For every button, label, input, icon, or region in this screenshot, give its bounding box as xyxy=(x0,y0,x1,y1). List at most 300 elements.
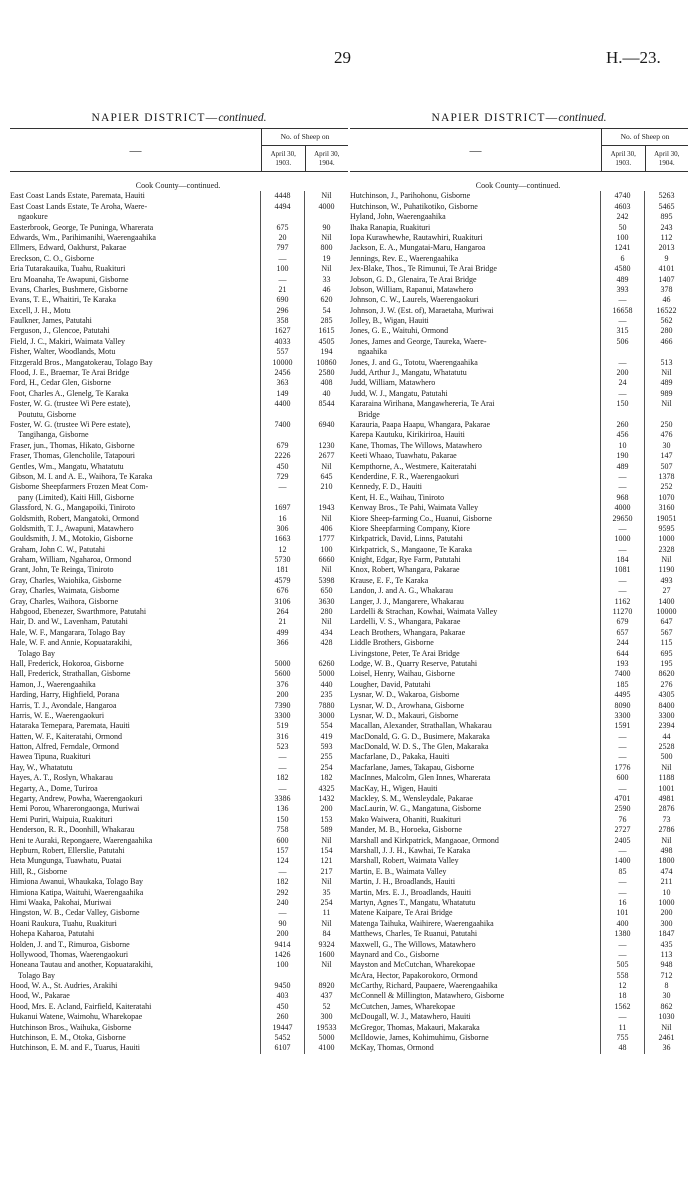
year-1904-header: April 30, 1904. xyxy=(305,146,349,171)
sheep-1903: 1627 xyxy=(260,326,304,336)
sheep-1903: 260 xyxy=(260,1012,304,1022)
table-row xyxy=(10,493,348,503)
sheep-1904: 4100 xyxy=(304,1043,348,1053)
owner-name: Johnson, J. W. (Est. of), Maraetaha, Muriwai xyxy=(350,305,494,315)
table-row xyxy=(350,430,688,440)
table-row xyxy=(350,607,688,617)
owner-name: Karauria, Paapa Haapu, Whangara, Pakarae xyxy=(350,419,490,429)
sheep-1903: 306 xyxy=(260,524,304,534)
sheep-1904: 255 xyxy=(304,752,348,762)
owner-name: MacDonald, G. G. D., Busimere, Makaraka xyxy=(350,731,490,741)
sheep-1904: 589 xyxy=(304,825,348,835)
sheep-1904: 493 xyxy=(644,576,688,586)
owner-name: Matene Kaipare, Te Arai Bridge xyxy=(350,908,453,918)
owner-name: Langer, J. J., Mangarere, Whakarau xyxy=(350,596,464,606)
table-row xyxy=(350,223,688,233)
table-row xyxy=(350,212,688,222)
owner-name: Macallan, Alexander, Strathallan, Whakarau xyxy=(350,721,492,731)
table-row xyxy=(350,773,688,783)
owner-name: Hutchinson, E. M., Otoka, Gisborne xyxy=(10,1033,126,1043)
table-row xyxy=(350,420,688,430)
sheep-1903: 4603 xyxy=(600,202,644,212)
sheep-1904: 4305 xyxy=(644,690,688,700)
owner-name: Judd, W. J., Mangatu, Patutahi xyxy=(350,388,448,398)
table-row xyxy=(350,326,688,336)
owner-name: Martin, Mrs. E. J., Broadlands, Hauiti xyxy=(350,887,472,897)
table-row xyxy=(350,617,688,627)
owner-name: Gray, Charles, Waimata, Gisborne xyxy=(10,586,120,596)
sheep-1903: 16 xyxy=(260,514,304,524)
table-row xyxy=(350,732,688,742)
owner-name: McDougall, W. J., Matawhero, Hauiti xyxy=(350,1012,471,1022)
owner-name: Hamon, J., Waerengaahika xyxy=(10,679,96,689)
owner-name: Heta Mungunga, Tuawhatu, Puatai xyxy=(10,856,122,866)
sheep-1904: 620 xyxy=(304,295,348,305)
sheep-1903: 264 xyxy=(260,607,304,617)
table-row xyxy=(350,1002,688,1012)
sheep-1904: Nil xyxy=(304,919,348,929)
sheep-1904 xyxy=(304,212,348,222)
sheep-1903: — xyxy=(600,576,644,586)
owner-name: Lodge, W. B., Quarry Reserve, Patutahi xyxy=(350,658,478,668)
sheep-1904: 211 xyxy=(644,877,688,887)
sheep-1903: — xyxy=(260,763,304,773)
owner-name: MacLaurin, W. G., Mangatuna, Gisborne xyxy=(350,804,482,814)
sheep-1904: 46 xyxy=(304,285,348,295)
sheep-1903 xyxy=(260,430,304,440)
table-row xyxy=(350,410,688,420)
sheep-1903: 193 xyxy=(600,659,644,669)
table-row xyxy=(350,825,688,835)
owner-name: Hingston, W. B., Cedar Valley, Gisborne xyxy=(10,908,140,918)
sheep-1904: 254 xyxy=(304,898,348,908)
sheep-1904: 593 xyxy=(304,742,348,752)
table-row xyxy=(10,430,348,440)
sheep-1903: 456 xyxy=(600,430,644,440)
year-1903-header: April 30, 1903. xyxy=(610,150,636,167)
sheep-1903: 506 xyxy=(600,337,644,347)
owner-name: Foster, W. G. (trustee Wi Pere estate), xyxy=(10,419,131,429)
owner-name: Martin, E. B., Waimata Valley xyxy=(350,866,447,876)
table-row xyxy=(350,898,688,908)
owner-name: Hay, W., Whatatutu xyxy=(10,762,73,772)
table-row xyxy=(350,763,688,773)
table-row xyxy=(350,472,688,482)
owner-name: MacDonald, W. D. S., The Glen, Makaraka xyxy=(350,742,489,752)
owner-name: Goldsmith, Robert, Mangatoki, Ormond xyxy=(10,513,139,523)
table-row xyxy=(10,607,348,617)
sheep-1904: 4000 xyxy=(304,202,348,212)
table-row xyxy=(350,389,688,399)
table-row xyxy=(350,358,688,368)
table-row xyxy=(10,306,348,316)
owner-name: East Coast Lands Estate, Te Aroha, Waere- xyxy=(10,201,148,211)
table-row xyxy=(10,815,348,825)
sheep-1904: 554 xyxy=(304,721,348,731)
table-row xyxy=(350,836,688,846)
sheep-1904: 27 xyxy=(644,586,688,596)
table-row xyxy=(10,316,348,326)
sheep-1903: 182 xyxy=(260,877,304,887)
sheep-1904 xyxy=(304,971,348,981)
owner-name: Harris, W. E., Waerengaokuri xyxy=(10,710,105,720)
sheep-1904: Nil xyxy=(644,399,688,409)
owner-name: Evans, Charles, Bushmere, Gisborne xyxy=(10,284,128,294)
sheep-1904 xyxy=(304,410,348,420)
sheep-1904: 243 xyxy=(644,223,688,233)
sheep-1903: — xyxy=(600,732,644,742)
sheep-1904: Nil xyxy=(644,1023,688,1033)
sheep-1904: 280 xyxy=(644,326,688,336)
sheep-1903: 676 xyxy=(260,586,304,596)
sheep-1903: 797 xyxy=(260,243,304,253)
owner-name: Edwards, Wm., Parihimanihi, Waerengaahika xyxy=(10,232,156,242)
sheep-1903: 21 xyxy=(260,285,304,295)
sheep-1903: 100 xyxy=(600,233,644,243)
owner-name: Macfarlane, D., Pakaka, Hauiti xyxy=(350,752,450,762)
table-row xyxy=(350,991,688,1001)
sheep-1903: 376 xyxy=(260,680,304,690)
table-row xyxy=(350,462,688,472)
owner-name: Hair, D. and W., Lavenham, Patutahi xyxy=(10,617,128,627)
table-row xyxy=(10,752,348,762)
owner-name: Kararaina Wirihana, Mangawhereria, Te Arai xyxy=(350,399,495,409)
sheep-1903: 136 xyxy=(260,804,304,814)
sheep-1904: 2013 xyxy=(644,243,688,253)
sheep-1904: 895 xyxy=(644,212,688,222)
sheep-1903: — xyxy=(600,752,644,762)
sheep-1904: 1943 xyxy=(304,503,348,513)
owner-name: Kane, Thomas, The Willows, Matawhero xyxy=(350,440,482,450)
table-row xyxy=(10,711,348,721)
sheep-1904: Nil xyxy=(304,191,348,201)
name-column-header: — xyxy=(469,143,482,157)
owner-name: McConnell & Millington, Matawhero, Gisborne xyxy=(350,991,505,1001)
table-row xyxy=(350,378,688,388)
sheep-1903: — xyxy=(600,472,644,482)
sheep-1904: 1001 xyxy=(644,784,688,794)
sheep-1903: 4000 xyxy=(600,503,644,513)
sheep-1903: 489 xyxy=(600,462,644,472)
sheep-1903 xyxy=(260,212,304,222)
table-row xyxy=(10,441,348,451)
owner-name: Grant, John, Te Reinga, Tiniroto xyxy=(10,565,114,575)
table-row xyxy=(10,680,348,690)
sheep-1904: 498 xyxy=(644,846,688,856)
table-row xyxy=(10,836,348,846)
sheep-1904: 507 xyxy=(644,462,688,472)
county-heading: Cook County—continued. xyxy=(135,181,221,190)
sheep-1904: 5465 xyxy=(644,202,688,212)
sheep-1903: 1591 xyxy=(600,721,644,731)
sheep-1904: 476 xyxy=(644,430,688,440)
owner-name: Easterbrook, George, Te Puninga, Wharerata xyxy=(10,222,154,232)
sheep-1904: 7880 xyxy=(304,701,348,711)
sheep-1904: 428 xyxy=(304,638,348,648)
sheep-1904: 2394 xyxy=(644,721,688,731)
sheep-1903: — xyxy=(600,784,644,794)
table-row xyxy=(350,534,688,544)
page-number: 29 xyxy=(334,48,351,67)
table-row xyxy=(10,846,348,856)
sheep-header-label: No. of Sheep on xyxy=(262,129,348,146)
table-row xyxy=(350,399,688,409)
sheep-1903 xyxy=(600,410,644,420)
table-row xyxy=(350,888,688,898)
sheep-1903: 557 xyxy=(260,347,304,357)
sheep-1904: 182 xyxy=(304,773,348,783)
sheep-1903: — xyxy=(600,545,644,555)
owner-name: Evans, T. E., Whaitiri, Te Karaka xyxy=(10,295,116,305)
sheep-1903: 358 xyxy=(260,316,304,326)
owner-name: Fitzgerald Bros., Mangatokerau, Tolago Bay xyxy=(10,357,153,367)
owner-name: ngaahika xyxy=(358,347,387,357)
owner-name: Lysnar, W. D., Makauri, Gisborne xyxy=(350,710,459,720)
owner-name: Maynard and Co., Gisborne xyxy=(350,949,440,959)
owner-name: Jobson, G. D., Glenaira, Te Arai Bridge xyxy=(350,274,477,284)
left-column xyxy=(10,112,348,1054)
owner-name: Keeti Whaao, Tuawhatu, Pakarae xyxy=(350,451,457,461)
sheep-1903: 316 xyxy=(260,732,304,742)
sheep-1904: 84 xyxy=(304,929,348,939)
sheep-1904: 30 xyxy=(644,441,688,451)
table-row xyxy=(350,586,688,596)
sheep-1904: 1070 xyxy=(644,493,688,503)
owner-name: Hutchinson, J., Parihohonu, Gisborne xyxy=(350,191,471,201)
district-name: NAPIER DISTRICT— xyxy=(431,112,559,124)
owner-name: Jobson, William, Rapanui, Matawhero xyxy=(350,284,474,294)
table-row xyxy=(10,503,348,513)
table-row xyxy=(350,940,688,950)
owner-name: Johnson, C. W., Laurels, Waerengaokuri xyxy=(350,295,479,305)
sheep-1904: 250 xyxy=(644,420,688,430)
sheep-1904: 252 xyxy=(644,482,688,492)
owner-name: Jennings, Rev. E., Waerengaahika xyxy=(350,253,459,263)
owner-name: Goldsmith, T. J., Awapuni, Matawhero xyxy=(10,523,134,533)
sheep-1903: — xyxy=(600,1012,644,1022)
sheep-1904: 1847 xyxy=(644,929,688,939)
sheep-1903: 240 xyxy=(260,898,304,908)
sheep-1904: 147 xyxy=(644,451,688,461)
sheep-1904 xyxy=(304,493,348,503)
owner-name: Lardelli, V. S., Whangara, Pakarae xyxy=(350,617,461,627)
table-row xyxy=(350,368,688,378)
owner-name: Hill, R., Gisborne xyxy=(10,866,68,876)
sheep-1903 xyxy=(260,649,304,659)
sheep-1903: 3300 xyxy=(600,711,644,721)
sheep-header-label: No. of Sheep on xyxy=(602,129,688,146)
sheep-1904: 378 xyxy=(644,285,688,295)
sheep-1903: 523 xyxy=(260,742,304,752)
sheep-1904: 1600 xyxy=(304,950,348,960)
table-row xyxy=(10,659,348,669)
owner-name: Marshall and Kirkpatrick, Mangaoae, Ormond xyxy=(350,835,499,845)
sheep-1903: 4494 xyxy=(260,202,304,212)
table-row xyxy=(350,1023,688,1033)
sheep-1903: 10 xyxy=(600,441,644,451)
sheep-1904: 2528 xyxy=(644,742,688,752)
owner-name: Hukanui Watene, Waimohu, Wharekopae xyxy=(10,1012,143,1022)
table-row xyxy=(10,191,348,201)
sheep-1904: 73 xyxy=(644,815,688,825)
table-row xyxy=(10,275,348,285)
sheep-1904: Nil xyxy=(304,233,348,243)
sheep-1904: 9 xyxy=(644,254,688,264)
sheep-1904: 3630 xyxy=(304,597,348,607)
owner-name: ngaokure xyxy=(18,212,48,222)
sheep-1904: 154 xyxy=(304,846,348,856)
owner-name: Kiore Sheep-farming Co., Huanui, Gisborne xyxy=(350,513,492,523)
table-row xyxy=(10,950,348,960)
sheep-1904: 1000 xyxy=(644,898,688,908)
sheep-1904: 8620 xyxy=(644,669,688,679)
sheep-1903: 1162 xyxy=(600,597,644,607)
sheep-1904: 647 xyxy=(644,617,688,627)
sheep-1904: 36 xyxy=(644,1043,688,1053)
table-row xyxy=(350,233,688,243)
sheep-1903: 76 xyxy=(600,815,644,825)
sheep-1903: — xyxy=(260,908,304,918)
table-row xyxy=(10,825,348,835)
sheep-1903: 12 xyxy=(600,981,644,991)
table-row xyxy=(10,337,348,347)
sheep-1903: 1081 xyxy=(600,565,644,575)
sheep-1904: Nil xyxy=(304,877,348,887)
sheep-1903: 403 xyxy=(260,991,304,1001)
sheep-1903: 12 xyxy=(260,545,304,555)
sheep-1904: Nil xyxy=(304,617,348,627)
year-1904-header: April 30, 1904. xyxy=(645,146,689,171)
sheep-1903: 181 xyxy=(260,565,304,575)
sheep-1903: 244 xyxy=(600,638,644,648)
name-column-header: — xyxy=(129,143,142,157)
page-reference: H.—23. xyxy=(606,48,661,67)
sheep-1903: 729 xyxy=(260,472,304,482)
sheep-1903: 1562 xyxy=(600,1002,644,1012)
sheep-1903: 6 xyxy=(600,254,644,264)
sheep-1904: 19533 xyxy=(304,1023,348,1033)
sheep-1903: — xyxy=(600,846,644,856)
table-row xyxy=(10,358,348,368)
sheep-1903: 4580 xyxy=(600,264,644,274)
sheep-1904: 46 xyxy=(644,295,688,305)
sheep-1903: 11 xyxy=(600,1023,644,1033)
sheep-1904: 10860 xyxy=(304,358,348,368)
sheep-1904: 121 xyxy=(304,856,348,866)
table-row xyxy=(350,908,688,918)
sheep-1903: 4033 xyxy=(260,337,304,347)
year-1903-header: April 30, 1903. xyxy=(270,150,296,167)
table-row xyxy=(350,981,688,991)
table-row xyxy=(10,243,348,253)
sheep-1904: 695 xyxy=(644,649,688,659)
table-row xyxy=(350,295,688,305)
sheep-1903: 5600 xyxy=(260,669,304,679)
sheep-1904: Nil xyxy=(304,960,348,970)
sheep-1904: 200 xyxy=(644,908,688,918)
owner-name: McIldowie, James, Kohimuhimu, Gisborne xyxy=(350,1033,489,1043)
owner-name: MacKay, H., Wigen, Hauiti xyxy=(350,783,438,793)
sheep-1903: 4495 xyxy=(600,690,644,700)
sheep-1904: 2580 xyxy=(304,368,348,378)
owner-name: Kempthorne, A., Westmere, Kaiteratahi xyxy=(350,461,477,471)
owner-name: Foster, W. G. (trustee Wi Pere estate), xyxy=(10,399,131,409)
table-row xyxy=(350,316,688,326)
sheep-1904: 862 xyxy=(644,1002,688,1012)
table-row xyxy=(350,264,688,274)
sheep-1904: 437 xyxy=(304,991,348,1001)
owner-name: Liddle Brothers, Gisborne xyxy=(350,638,434,648)
sheep-1903: — xyxy=(600,950,644,960)
sheep-1903: 1400 xyxy=(600,856,644,866)
owner-name: Lardelli & Strachan, Kowhai, Waimata Valley xyxy=(350,607,498,617)
table-row xyxy=(10,212,348,222)
sheep-1904: 948 xyxy=(644,960,688,970)
district-title xyxy=(350,112,688,124)
sheep-1903: — xyxy=(260,254,304,264)
sheep-1903: — xyxy=(600,586,644,596)
table-row xyxy=(10,326,348,336)
sheep-1904: 4981 xyxy=(644,794,688,804)
owner-name: Hemi Puriri, Waipuia, Ruakituri xyxy=(10,814,113,824)
sheep-1903: 1776 xyxy=(600,763,644,773)
owner-name: Eru Moanaha, Te Awapuni, Gisborne xyxy=(10,274,129,284)
sheep-1904: 10 xyxy=(644,888,688,898)
table-row xyxy=(10,628,348,638)
sheep-1904: Nil xyxy=(304,264,348,274)
sheep-1904: 285 xyxy=(304,316,348,326)
sheep-1903: — xyxy=(600,316,644,326)
sheep-1904: 300 xyxy=(644,919,688,929)
sheep-1903: 2226 xyxy=(260,451,304,461)
table-row xyxy=(10,732,348,742)
table-row xyxy=(10,472,348,482)
sheep-1904: 4325 xyxy=(304,784,348,794)
owner-name: Macfarlane, James, Takapau, Gisborne xyxy=(350,762,475,772)
owner-name: Marshall, J. J. H., Kawhai, Te Karaka xyxy=(350,846,471,855)
table-row xyxy=(10,295,348,305)
sheep-1903: 3386 xyxy=(260,794,304,804)
sheep-1904: 800 xyxy=(304,243,348,253)
table-row xyxy=(10,534,348,544)
sheep-1904: 153 xyxy=(304,815,348,825)
sheep-1904: 194 xyxy=(304,347,348,357)
owner-name: Hatten, W. F., Kaiteratahi, Ormond xyxy=(10,731,123,741)
sheep-1904: 406 xyxy=(304,524,348,534)
sheep-1904: 1230 xyxy=(304,441,348,451)
owner-name: Hohepa Kaharoa, Patutahi xyxy=(10,929,95,939)
table-row xyxy=(10,368,348,378)
sheep-1904: 2876 xyxy=(644,804,688,814)
sheep-1903: 260 xyxy=(600,420,644,430)
table-row xyxy=(10,233,348,243)
table-row xyxy=(10,482,348,492)
sheep-1904: 1378 xyxy=(644,472,688,482)
sheep-1903: — xyxy=(600,524,644,534)
owner-name: Hall, Frederick, Hokoroa, Gisborne xyxy=(10,658,124,668)
table-row xyxy=(350,202,688,212)
sheep-1904: Nil xyxy=(644,836,688,846)
sheep-1903: 200 xyxy=(600,368,644,378)
sheep-1903: 315 xyxy=(600,326,644,336)
owner-name: Loisel, Henry, Waihau, Gisborne xyxy=(350,669,455,679)
sheep-1903: 4400 xyxy=(260,399,304,409)
sheep-1904: 115 xyxy=(644,638,688,648)
table-header xyxy=(350,128,688,172)
table-row xyxy=(350,545,688,555)
sheep-1904: 419 xyxy=(304,732,348,742)
owner-name: Bridge xyxy=(358,409,380,419)
